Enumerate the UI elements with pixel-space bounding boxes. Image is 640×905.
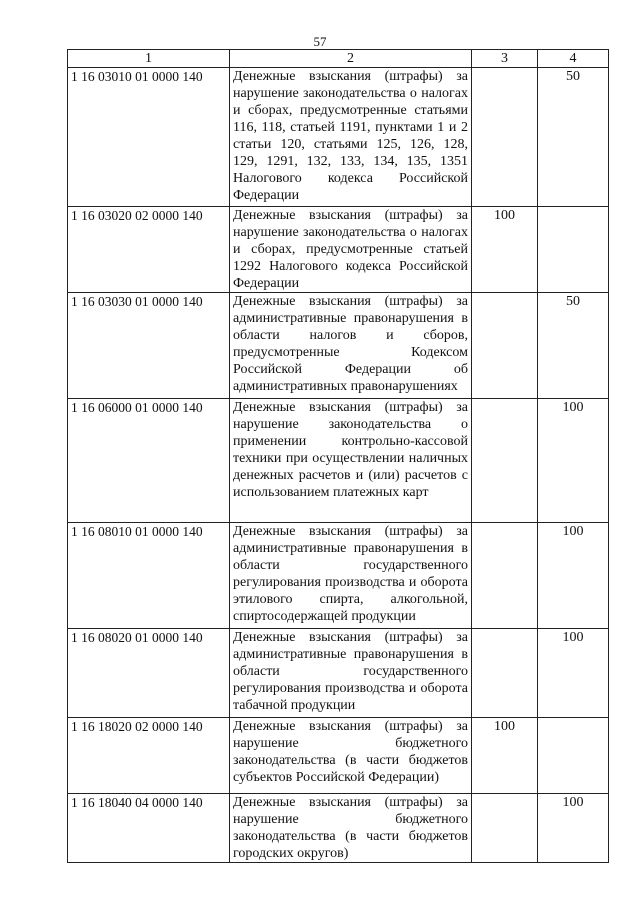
col4-value: 100 (538, 523, 609, 629)
col3-value (472, 523, 538, 629)
col3-value (472, 399, 538, 523)
col3-value: 100 (472, 718, 538, 794)
table-row (68, 207, 609, 293)
revenue-description: Денежные взыскания (штрафы) за административные правонарушения в области государственного регулирования производства и оборота этилового спирта, алкогольной, спиртосодержащей продукции (230, 523, 472, 629)
revenue-description: Денежные взыскания (штрафы) за нарушение бюджетного законодательства (в части бюджетов субъектов Российской Федерации) (230, 718, 472, 794)
revenue-code: 1 16 03020 02 0000 140 (68, 207, 230, 293)
revenue-description: Денежные взыскания (штрафы) за нарушение законодательства о налогах и сборах, предусмотренные статьями 116, 118, статьей 1191, пунктами 1 и 2 статьи 120, статьями 125, 126, 128, 129, 1291, 132, 133, 134, 135, 1351 Налогового кодекса Российской Федерации (230, 68, 472, 207)
header-col-1: 1 (68, 50, 230, 68)
revenue-code: 1 16 03030 01 0000 140 (68, 293, 230, 399)
revenue-description: Денежные взыскания (штрафы) за нарушение бюджетного законодательства (в части бюджетов городских округов) (230, 794, 472, 863)
col4-value: 100 (538, 794, 609, 863)
revenue-codes-table (67, 49, 609, 863)
revenue-code: 1 16 03010 01 0000 140 (68, 68, 230, 207)
table-row (68, 718, 609, 794)
col4-value (538, 718, 609, 794)
col3-value (472, 68, 538, 207)
col4-value: 100 (538, 629, 609, 718)
col4-value: 50 (538, 293, 609, 399)
revenue-code: 1 16 08010 01 0000 140 (68, 523, 230, 629)
table-header-row (68, 50, 609, 68)
table-row (68, 68, 609, 207)
revenue-code: 1 16 08020 01 0000 140 (68, 629, 230, 718)
page-number: 57 (313, 34, 327, 49)
col4-value: 100 (538, 399, 609, 523)
header-col-3: 3 (472, 50, 538, 68)
table-row (68, 293, 609, 399)
col3-value (472, 794, 538, 863)
table-row (68, 794, 609, 863)
table-row (68, 523, 609, 629)
header-col-2: 2 (230, 50, 472, 68)
col3-value (472, 629, 538, 718)
header-col-4: 4 (538, 50, 609, 68)
revenue-description: Денежные взыскания (штрафы) за нарушение законодательства о применении контрольно-кассовой техники при осуществлении наличных денежных расчетов и (или) расчетов с использованием платежных карт (230, 399, 472, 523)
revenue-code: 1 16 18040 04 0000 140 (68, 794, 230, 863)
col3-value (472, 293, 538, 399)
revenue-code: 1 16 06000 01 0000 140 (68, 399, 230, 523)
col4-value (538, 207, 609, 293)
col3-value: 100 (472, 207, 538, 293)
table-row (68, 629, 609, 718)
revenue-code: 1 16 18020 02 0000 140 (68, 718, 230, 794)
table-row (68, 399, 609, 523)
revenue-description: Денежные взыскания (штрафы) за административные правонарушения в области государственного регулирования производства и оборота табачной продукции (230, 629, 472, 718)
revenue-description: Денежные взыскания (штрафы) за административные правонарушения в области налогов и сборов, предусмотренные Кодексом Российской Федерации об административных правонарушениях (230, 293, 472, 399)
col4-value: 50 (538, 68, 609, 207)
revenue-description: Денежные взыскания (штрафы) за нарушение законодательства о налогах и сборах, предусмотренные статьей 1292 Налогового кодекса Российской Федерации (230, 207, 472, 293)
